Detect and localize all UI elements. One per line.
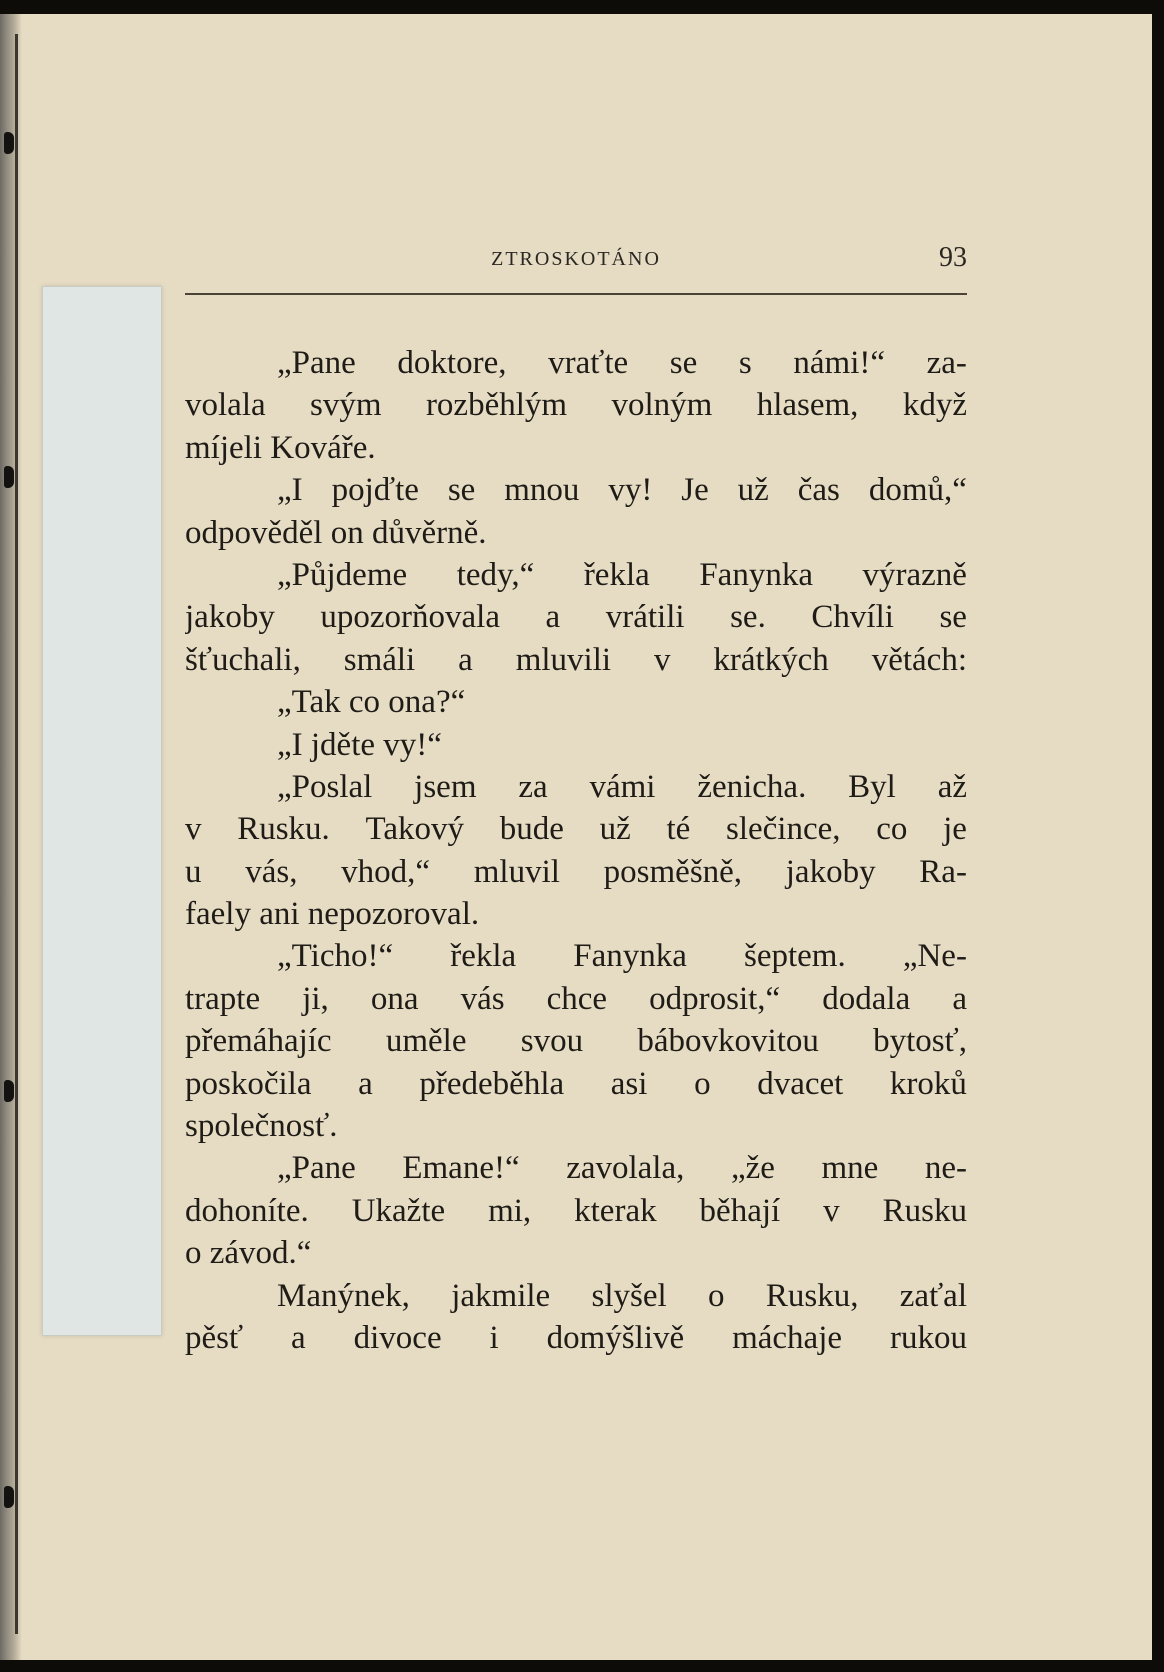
text-line [185,596,967,638]
word: Manýnek, [277,1277,410,1314]
word: svou [520,1023,584,1060]
word: a [458,641,473,678]
text-line [185,554,967,596]
word: Chvíli [811,599,894,636]
word: se [447,472,476,509]
word: ona [370,980,419,1017]
word: svým [310,387,382,424]
word: vhod,“ [341,853,431,890]
word: slyšel [591,1277,667,1314]
text-line [185,851,967,893]
word: dvacet [757,1065,844,1102]
text-line: společnosť. [185,1108,338,1145]
text-line [185,935,967,977]
word: předeběhla [419,1065,565,1102]
word: běhají [699,1192,781,1229]
word: pěsť [185,1319,244,1356]
word: Je [681,472,709,509]
text-line [185,469,967,511]
text-line: odpověděl on důvěrně. [185,514,487,551]
text-line [185,384,967,426]
word: za- [926,345,967,381]
word: dohoníte. [185,1192,309,1229]
word: už [599,811,631,848]
text-line: o závod.“ [185,1235,312,1272]
word: jakoby [185,599,275,636]
word: se [669,345,698,381]
text-line [185,342,967,384]
word: upozorňovala [320,599,500,636]
word: „Poslal [277,768,373,805]
word: vy! [608,472,653,509]
word: kroků [889,1065,967,1102]
binding-mark [4,1080,14,1102]
text-line [185,1020,967,1062]
word: Fanynka [699,556,813,593]
word: řekla [583,556,650,593]
word: Fanynka [573,938,687,975]
word: zaťal [899,1277,967,1314]
word: Rusku [882,1192,967,1229]
word: čas [797,472,840,509]
word: poskočila [185,1065,312,1102]
word: v [823,1192,840,1229]
word: vás [460,980,505,1017]
word: uměle [385,1023,467,1060]
word: Byl [848,768,896,805]
text-line [185,1190,967,1232]
text-line [185,1063,967,1105]
word: hlasem, [756,387,859,424]
word: té [666,811,691,848]
word: ženicha. [697,768,807,805]
word: i [489,1319,499,1356]
word: co [876,811,908,848]
word: vraťte [548,345,629,381]
binding-mark [4,132,14,154]
running-title: ZTROSKOTÁNO [491,248,661,270]
word: jakoby [785,853,876,890]
word: „Pane [277,345,356,381]
text-line: míjeli Kováře. [185,429,376,466]
word: posměšně, [603,853,743,890]
word: máchaje [732,1319,843,1356]
word: námi!“ [793,345,886,381]
word: přemáhajíc [185,1023,332,1060]
word: ne- [924,1150,967,1187]
spine-edge [15,34,18,1634]
word: šeptem. [744,938,846,975]
word: ji, [302,980,329,1017]
word: Ra- [919,853,967,890]
body-text [185,342,967,1359]
word: krátkých [713,641,829,678]
text-line [185,808,967,850]
text-line: faely ani nepozoroval. [185,896,480,933]
word: bábovkovitou [637,1023,819,1060]
text-line [185,766,967,808]
word: pojďte [331,472,419,509]
word: dodala [822,980,911,1017]
word: chce [546,980,608,1017]
word: „Ticho!“ [277,938,394,975]
word: bytosť, [873,1023,967,1060]
text-line [185,639,967,681]
word: větách: [871,641,967,678]
book-page [0,14,1152,1660]
word: jsem [414,768,477,805]
word: „Půjdeme [277,556,408,593]
word: odprosit,“ [649,980,781,1017]
word: je [943,811,967,848]
word: smáli [343,641,416,678]
word: jakmile [451,1277,551,1314]
word: vámi [589,768,656,805]
page-marker-tab [42,286,162,1336]
word: volala [185,387,266,424]
word: „I [277,472,303,509]
binding-mark [4,1486,14,1508]
word: trapte [185,980,261,1017]
word: bude [499,811,564,848]
word: mi, [488,1192,532,1229]
word: šťuchali, [185,641,301,678]
text-line [185,1147,967,1189]
word: Ukažte [351,1192,446,1229]
word: v [653,641,671,678]
word: divoce [353,1319,442,1356]
word: doktore, [397,345,507,381]
word: mluvil [473,853,560,890]
word: „že [730,1150,775,1187]
word: s [738,345,752,381]
page-header [185,242,967,282]
header-rule [185,293,967,295]
word: Emane!“ [402,1150,520,1187]
word: v [185,811,202,848]
word: rozběhlým [425,387,568,424]
word: asi [610,1065,648,1102]
text-line [185,978,967,1020]
word: řekla [450,938,517,975]
word: mluvili [515,641,612,678]
word: rukou [889,1319,967,1356]
text-line: „Tak co ona?“ [277,684,466,721]
spine-shadow [0,14,22,1660]
word: domů,“ [868,472,967,509]
word: se. [730,599,766,636]
word: zavolala, [566,1150,685,1187]
word: a [545,599,561,636]
word: až [937,768,967,805]
word: vás, [245,853,298,890]
word: když [902,387,967,424]
word: volným [611,387,713,424]
word: o [694,1065,711,1102]
text-line: „I jděte vy!“ [277,726,442,763]
word: tedy,“ [456,556,535,593]
word: „Ne- [902,938,967,975]
word: Rusku. [237,811,330,848]
word: mne [821,1150,879,1187]
binding-mark [4,466,14,488]
word: mnou [504,472,580,509]
word: kterak [574,1192,657,1229]
word: už [737,472,769,509]
word: Takový [365,811,465,848]
word: „Pane [277,1150,356,1187]
word: a [358,1065,373,1102]
word: u [185,853,202,890]
word: a [291,1319,306,1356]
word: slečince, [725,811,841,848]
word: výrazně [862,556,967,593]
word: domýšlivě [546,1319,685,1356]
word: vrátili [605,599,685,636]
text-line [185,1275,967,1317]
page-number: 93 [939,242,967,273]
word: Rusku, [765,1277,859,1314]
word: se [939,599,967,636]
word: o [708,1277,725,1314]
text-line [185,1317,967,1359]
word: a [952,980,967,1017]
word: za [518,768,548,805]
